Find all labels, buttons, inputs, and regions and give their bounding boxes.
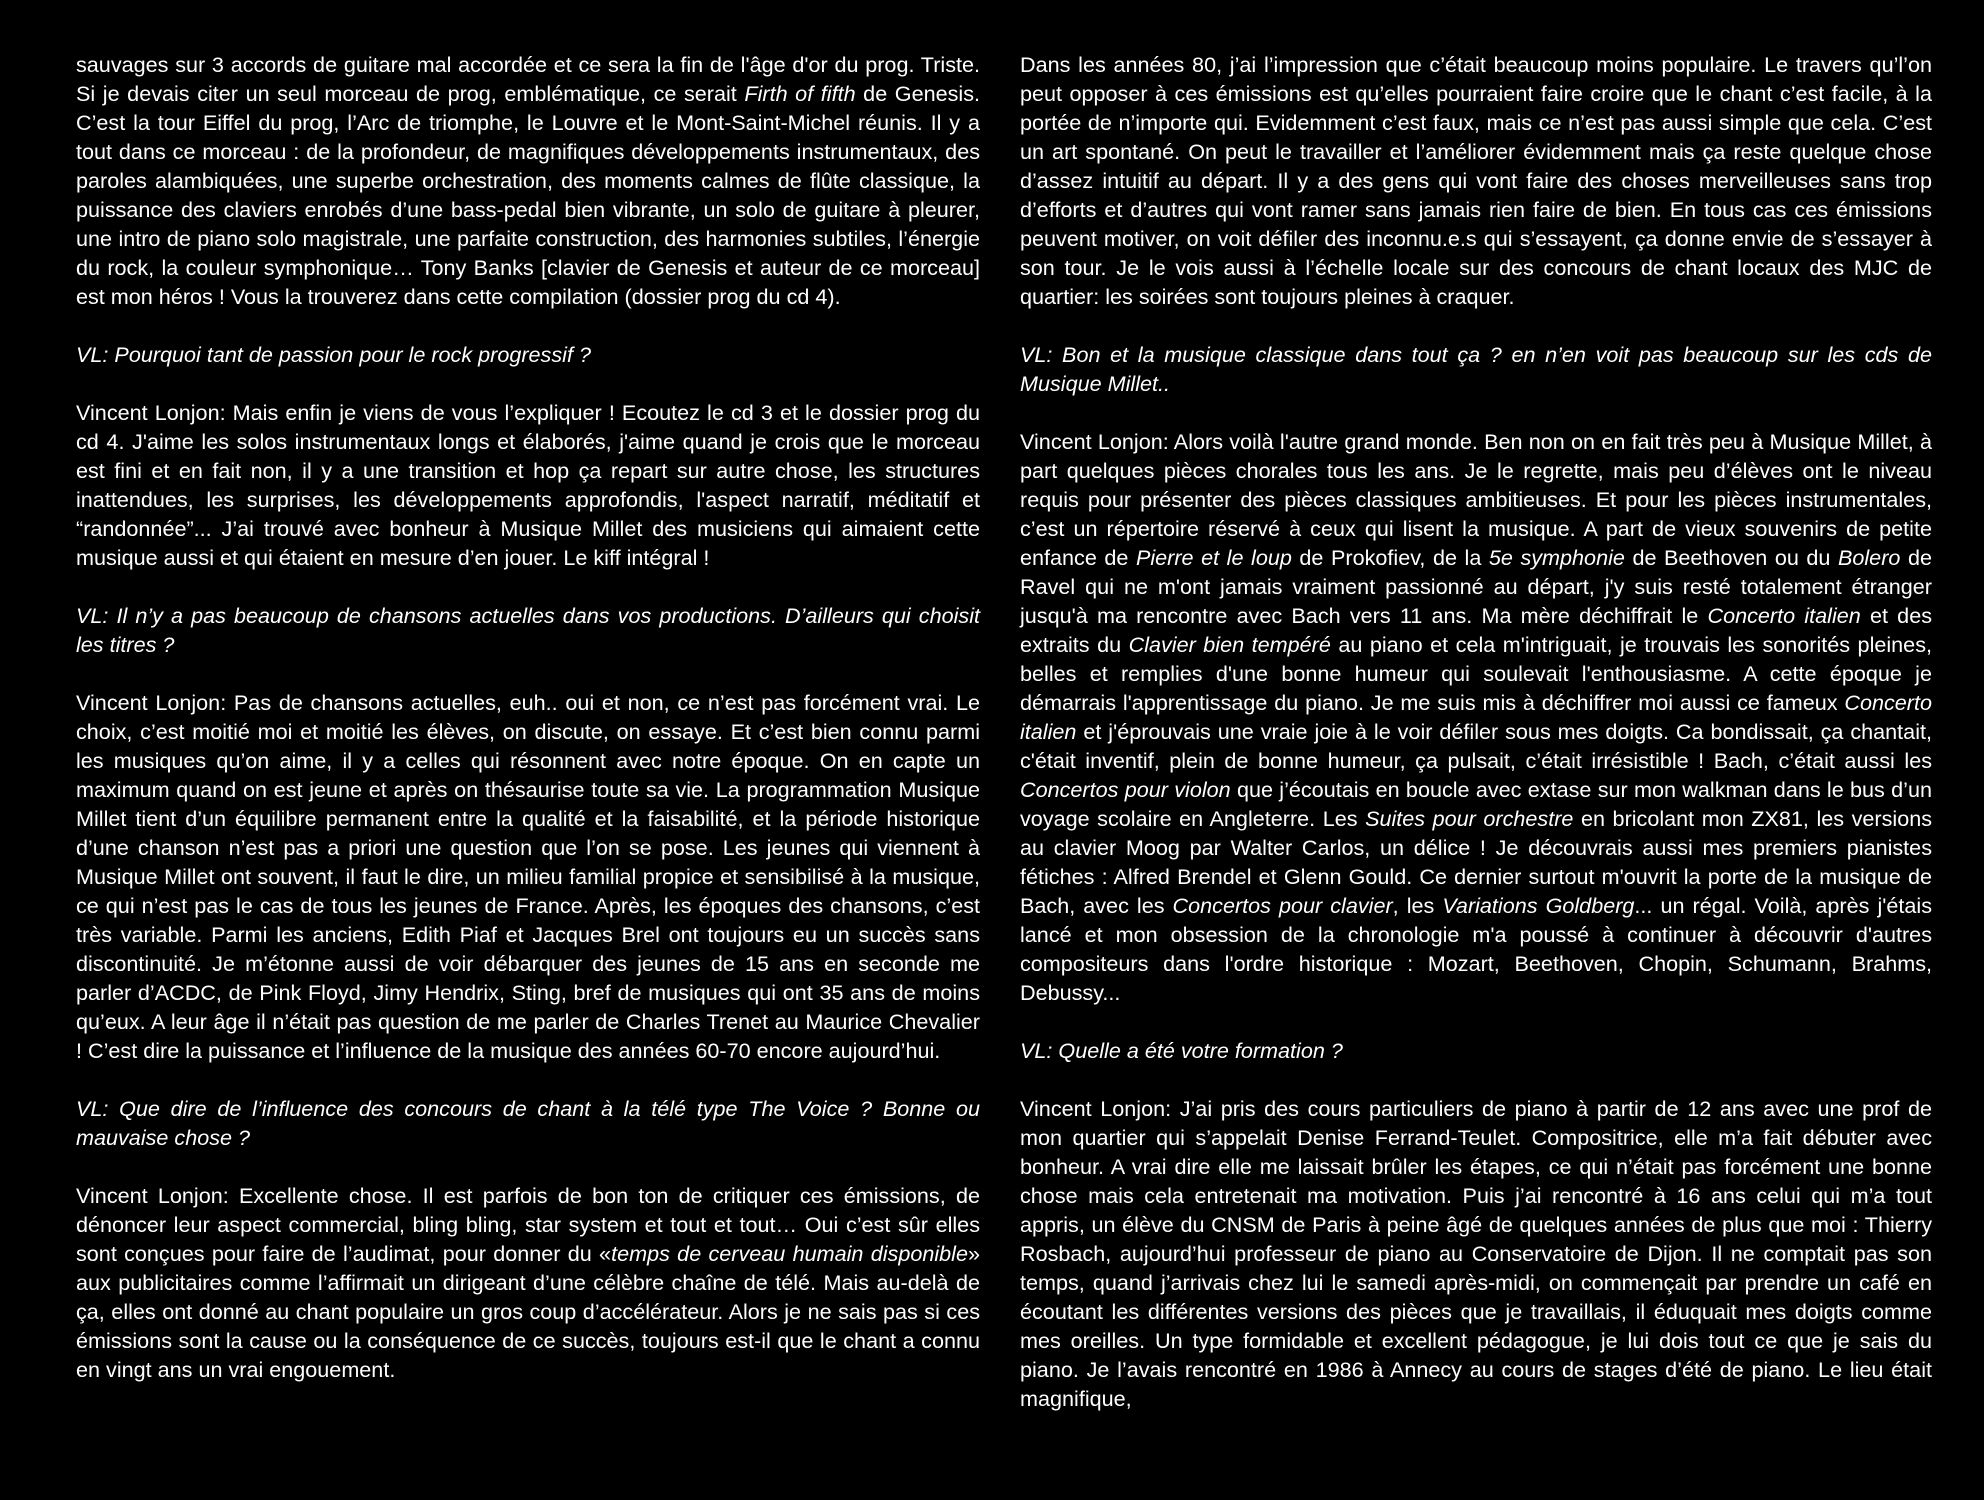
interview-question xyxy=(1020,340,1932,398)
text-span: de Ravel qui ne m'ont jamais vraiment passionné au départ, j'y suis resté totalement étranger jusqu'à ma rencontre avec Bach vers 11 ans. Ma mère déchiffrait le xyxy=(1020,545,1932,628)
text-span: en bricolant mon ZX81, les versions au clavier Moog par Walter Carlos, un délice ! Je découvrais aussi mes premiers pianistes fétiches : Alfred Brendel et Glenn Gould. Ce dernier surtout m'ouvrit la porte de la musique de Bach, avec les xyxy=(1020,806,1933,918)
interview-answer xyxy=(76,688,980,1065)
interview-answer xyxy=(76,1181,980,1384)
italic-title: Clavier bien tempéré xyxy=(1128,632,1331,657)
italic-title: Concerto italien xyxy=(1020,690,1932,744)
interview-answer xyxy=(76,50,980,311)
italic-title: Concertos pour clavier xyxy=(1172,893,1393,918)
text-span: Vincent Lonjon: Pas de chansons actuelles, euh.. oui et non, ce n’est pas forcément vrai. Le choix, c’est moitié moi et moitié les élèves, on discute, on essaye. Et c’est bien connu parmi les musiques qu’on aime, il y a celles qui résonnent avec notre époque. On en capte un maximum quand on est jeune et après on thésaurise toute sa vie. La programmation Musique Millet tient d’un équilibre permanent entre la qualité et la faisabilité, et la période historique d’une chanson n’est pas a priori une question que l’on se pose. Les jeunes qui viennent à Musique Millet ont souvent, il faut le dire, un milieu familial propice et sensibilisé à la musique, ce qui n’est pas le cas de tous les jeunes de France. Après, les époques des chansons, c’est très variable. Parmi les anciens, Edith Piaf et Jacques Brel ont toujours eu un succès sans discontinuité. Je m’étonne aussi de voir débarquer des jeunes de 15 ans en seconde me parler d’ACDC, de Pink Floyd, Jimy Hendrix, Sting, bref de musiques qui ont 35 ans de moins qu’eux. A leur âge il n’était pas question de me parler de Charles Trenet au Maurice Chevalier ! C’est dire la puissance et l’influence de la musique des années 60-70 encore aujourd’hui. xyxy=(76,690,980,1063)
interview-question xyxy=(1020,1036,1932,1065)
text-span: VL: Pourquoi tant de passion pour le rock progressif ? xyxy=(76,342,591,367)
text-span: de Prokofiev, de la xyxy=(1291,545,1489,570)
text-span: et j'éprouvais une vraie joie à le voir défiler sous mes doigts. Ca bondissait, ça chantait, c'était inventif, plein de bonne humeur, ça pulsait, c’était irrésistible ! Bach, c’était aussi les xyxy=(1020,719,1932,773)
text-span: VL: Bon et la musique classique dans tout ça ? en n’en voit pas beaucoup sur les cds de Musique Millet.. xyxy=(1020,342,1932,396)
italic-title: Variations Goldberg xyxy=(1442,893,1635,918)
text-span: Vincent Lonjon: Alors voilà l'autre grand monde. Ben non on en fait très peu à Musique Millet, à part quelques pièces chorales tous les ans. Je le regrette, mais peu d’élèves ont le niveau requis pour présenter des pièces classiques ambitieuses. Et pour les pièces instrumentales, c’est un répertoire réservé à ceux qui lisent la musique. A part de vieux souvenirs de petite enfance de xyxy=(1020,429,1932,570)
interview-question xyxy=(76,340,980,369)
text-span: Vincent Lonjon: J’ai pris des cours particuliers de piano à partir de 12 ans avec une prof de mon quartier qui s’appelait Denise Ferrand-Teulet. Compositrice, elle m’a fait débuter avec bonheur. A vrai dire elle me laissait brûler les étapes, ce qui n’était pas forcément une bonne chose mais cela entretenait ma motivation. Puis j’ai rencontré à 16 ans celui qui m’a tout appris, un élève du CNSM de Paris à peine âgé de quelques années de plus que moi : Thierry Rosbach, aujourd’hui professeur de piano au Conservatoire de Dijon. Il ne comptait pas son temps, quand j’arrivais chez lui le samedi après-midi, on commençait par prendre un café en écoutant les différentes versions des pièces que je travaillais, il éduquait mes doigts comme mes oreilles. Un type formidable et excellent pédagogue, je lui dois tout ce que je sais du piano. Je l’avais rencontré en 1986 à Annecy au cours de stages d’été de piano. Le lieu était magnifique, xyxy=(1020,1096,1932,1411)
text-span: Vincent Lonjon: Excellente chose. Il est parfois de bon ton de critiquer ces émissions, de dénoncer leur aspect commercial, bling bling, star system et tout et tout… Oui c’est sûr elles sont conçues pour faire de l’audimat, pour donner du « xyxy=(76,1183,980,1266)
text-span: VL: Quelle a été votre formation ? xyxy=(1020,1038,1343,1063)
interview-question xyxy=(76,1094,980,1152)
text-span: sauvages sur 3 accords de guitare mal accordée et ce sera la fin de l'âge d'or du prog. Triste. Si je devais citer un seul morceau de prog, emblématique, ce serait xyxy=(76,52,980,106)
text-span: Dans les années 80, j’ai l’impression que c’était beaucoup moins populaire. Le travers qu’l’on peut opposer à ces émissions est qu’elles pourraient faire croire que le chant c’est facile, à la portée de n’importe qui. Evidemment c’est faux, mais ce n’est pas aussi simple que cela. C’est un art spontané. On peut le travailler et l’améliorer évidemment mais ça reste quelque chose d’assez intuitif au départ. Il y a des gens qui vont faire des choses merveilleuses sans trop d’efforts et d’autres qui vont ramer sans jamais rien faire de bien. En tous cas ces émissions peuvent motiver, on voit défiler des inconnu.e.s qui s’essayent, ça donne envie de s’essayer à son tour. Je le vois aussi à l’échelle locale sur des concours de chant locaux des MJC de quartier: les soirées sont toujours pleines à craquer. xyxy=(1020,52,1932,309)
text-span: VL: Que dire de l’influence des concours de chant à la télé type The Voice ? Bonne ou mauvaise chose ? xyxy=(76,1096,980,1150)
italic-title: temps de cerveau humain disponible xyxy=(611,1241,968,1266)
text-span: Vincent Lonjon: Mais enfin je viens de vous l’expliquer ! Ecoutez le cd 3 et le dossier prog du cd 4. J'aime les solos instrumentaux longs et élaborés, j'aime quand je crois que le morceau est fini et en fait non, il y a une transition et hop ça repart sur autre chose, les structures inattendues, les surprises, les développements approfondis, l'aspect narratif, méditatif et “randonnée”... J’ai trouvé avec bonheur à Musique Millet des musiciens qui aimaient cette musique aussi et qui étaient en mesure d’en jouer. Le kiff intégral ! xyxy=(76,400,980,570)
italic-title: Bolero xyxy=(1837,545,1901,570)
italic-title: Concertos pour violon xyxy=(1020,777,1231,802)
italic-title: 5e symphonie xyxy=(1488,545,1625,570)
italic-title: Suites pour orchestre xyxy=(1365,806,1574,831)
text-span: ... un régal. Voilà, après j'étais lancé et mon obsession de la chronologie m'a poussé à continuer à découvrir d'autres compositeurs dans l'ordre historique : Mozart, Beethoven, Chopin, Schumann, Brahms, Debussy... xyxy=(1020,893,1932,1005)
text-span: au piano et cela m'intriguait, je trouvais les sonorités pleines, belles et remplies d'une bonne humeur qui soulevait l'enthousiasme. A cette époque je démarrais l'apprentissage du piano. Je me suis mis à déchiffrer moi aussi ce fameux xyxy=(1020,632,1932,715)
interview-answer xyxy=(76,398,980,572)
italic-title: Pierre et le loup xyxy=(1135,545,1292,570)
right-column xyxy=(1020,50,1932,1413)
italic-title: Firth of fifth xyxy=(744,81,856,106)
text-span: et des extraits du xyxy=(1020,603,1932,657)
interview-question xyxy=(76,601,980,659)
text-span: de Beethoven ou du xyxy=(1624,545,1838,570)
text-span: que j’écoutais en boucle avec extase sur mon walkman dans le bus d’un voyage scolaire en Angleterre. Les xyxy=(1020,777,1932,831)
text-span: , les xyxy=(1392,893,1443,918)
text-span: VL: Il n’y a pas beaucoup de chansons actuelles dans vos productions. D’ailleurs qui choisit les titres ? xyxy=(76,603,980,657)
interview-answer xyxy=(1020,427,1932,1007)
text-span: de Genesis. C’est la tour Eiffel du prog, l’Arc de triomphe, le Louvre et le Mont-Saint-Michel réunis. Il y a tout dans ce morceau : de la profondeur, de magnifiques développements instrumentaux, des paroles alambiquées, une superbe orchestration, des moments calmes de flûte classique, la puissance des claviers enrobés d’une bass-pedal bien vibrante, un solo de guitare à pleurer, une intro de piano solo magistrale, une parfaite construction, des harmonies subtiles, l’énergie du rock, la couleur symphonique… Tony Banks [clavier de Genesis et auteur de ce morceau] est mon héros ! Vous la trouverez dans cette compilation (dossier prog du cd 4). xyxy=(76,81,981,309)
italic-title: Concerto italien xyxy=(1707,603,1861,628)
text-span: » aux publicitaires comme l’affirmait un dirigeant d’une célèbre chaîne de télé. Mais au-delà de ça, elles ont donné au chant populaire un gros coup d’accélérateur. Alors je ne sais pas si ces émissions sont la cause ou la conséquence de ce succès, toujours est-il que le chant a connu en vingt ans un vrai engouement. xyxy=(76,1241,980,1382)
interview-answer xyxy=(1020,1094,1932,1413)
interview-answer xyxy=(1020,50,1932,311)
left-column xyxy=(76,50,980,1384)
